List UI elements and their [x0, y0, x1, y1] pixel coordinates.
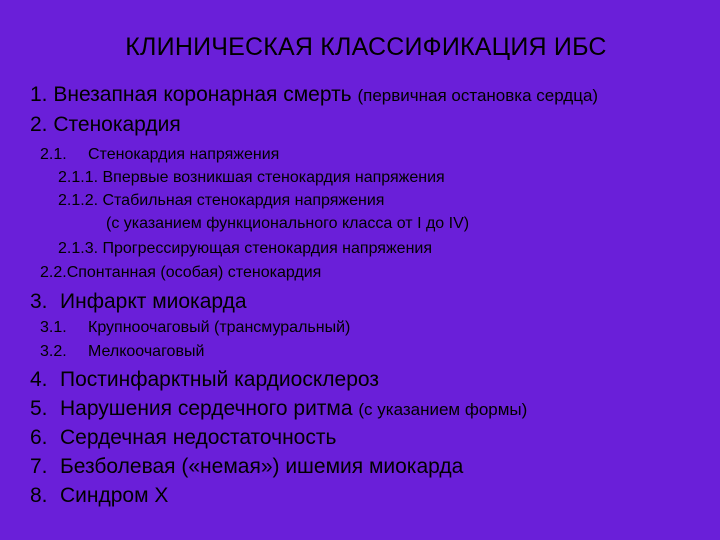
sub-item-3-1-number: 3.1. — [40, 319, 67, 336]
item-1 — [30, 83, 598, 107]
item-5-note: (с указанием формы) — [358, 400, 528, 419]
item-4-number: 4. — [30, 368, 48, 391]
sub-item-2-1-2-note: (с указанием функционального класса от I до IV) — [106, 215, 470, 232]
item-5 — [30, 397, 527, 421]
item-5-text: Нарушения сердечного ритма — [60, 397, 359, 420]
item-5-number: 5. — [30, 397, 48, 420]
sub-item-2-2: 2.2.Спонтанная (особая) стенокардия — [40, 264, 322, 281]
item-8-text: Синдром Х — [60, 484, 169, 507]
item-4-text: Постинфарктный кардиосклероз — [60, 368, 379, 391]
sub-item-2-1 — [40, 146, 279, 164]
sub-item-2-1-number: 2.1. — [40, 146, 67, 163]
sub-item-2-1-2: 2.1.2. Стабильная стенокардия напряжения — [58, 192, 385, 209]
item-8 — [30, 484, 168, 508]
sub-item-2-1-text: Стенокардия напряжения — [88, 146, 280, 163]
sub-item-3-2 — [40, 343, 204, 361]
sub-item-3-1 — [40, 319, 350, 337]
item-4 — [30, 368, 379, 392]
item-7-number: 7. — [30, 455, 48, 478]
item-6-number: 6. — [30, 426, 48, 449]
sub-item-3-2-number: 3.2. — [40, 343, 67, 360]
item-3 — [30, 290, 247, 314]
slide-title: КЛИНИЧЕСКАЯ КЛАССИФИКАЦИЯ ИБС — [125, 33, 607, 61]
item-1-text: 1. Внезапная коронарная смерть — [30, 83, 358, 106]
sub-item-2-1-3: 2.1.3. Прогрессирующая стенокардия напряжения — [58, 240, 432, 257]
item-3-text: Инфаркт миокарда — [60, 290, 247, 313]
item-2: 2. Стенокардия — [30, 113, 181, 136]
item-7 — [30, 455, 463, 479]
item-6-text: Сердечная недостаточность — [60, 426, 337, 449]
sub-item-2-1-1: 2.1.1. Впервые возникшая стенокардия напряжения — [58, 169, 445, 186]
sub-item-3-1-text: Крупноочаговый (трансмуральный) — [88, 319, 351, 336]
item-8-number: 8. — [30, 484, 48, 507]
item-7-text: Безболевая («немая») ишемия миокарда — [60, 455, 464, 478]
item-1-note: (первичная остановка сердца) — [357, 86, 599, 105]
item-6 — [30, 426, 336, 450]
sub-item-3-2-text: Мелкоочаговый — [88, 343, 205, 360]
item-3-number: 3. — [30, 290, 48, 313]
